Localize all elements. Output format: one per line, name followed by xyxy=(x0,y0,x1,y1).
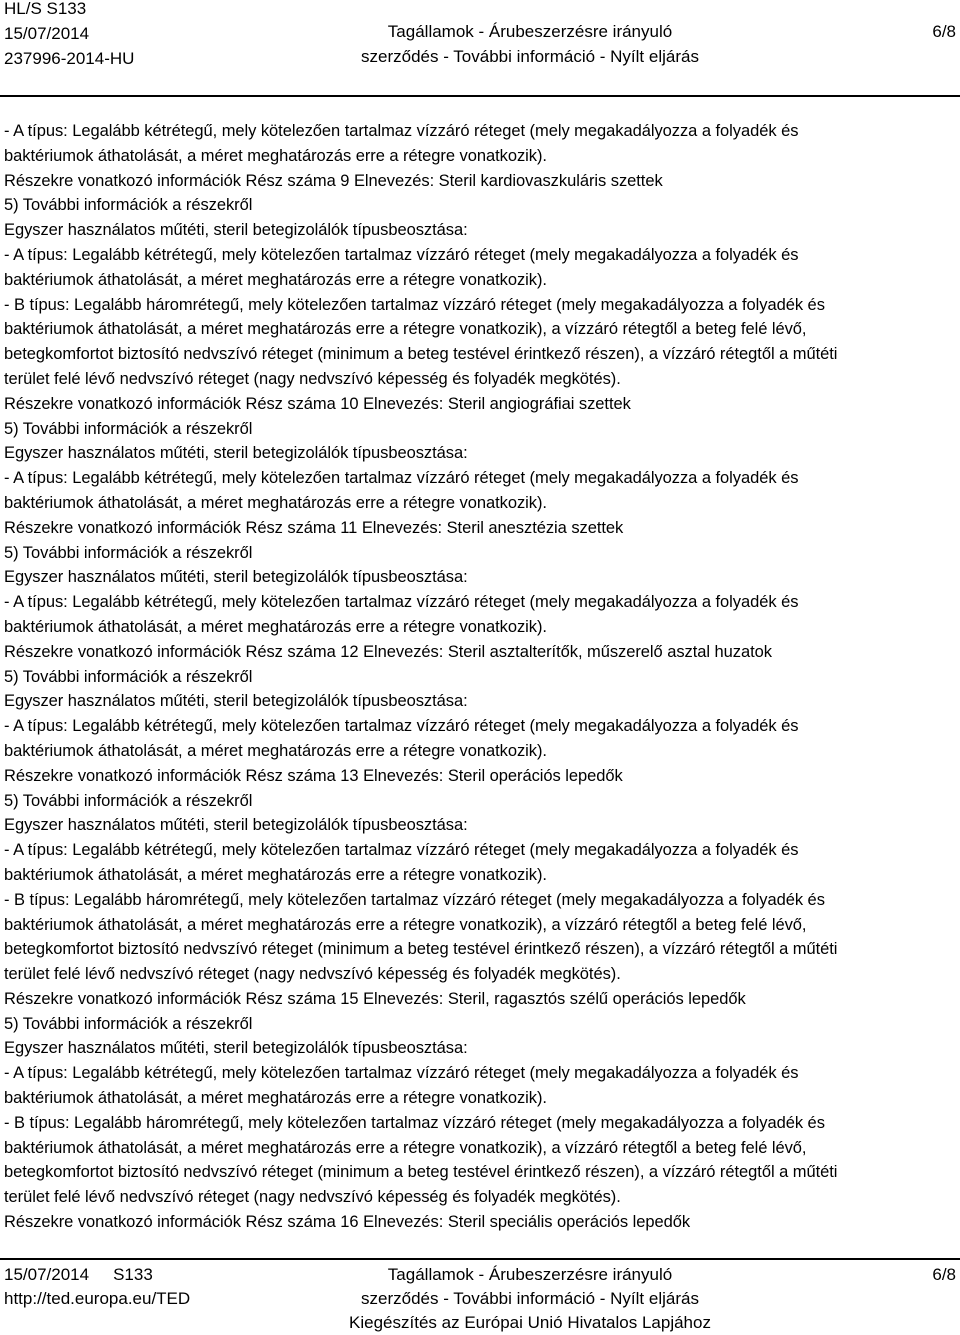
text-line: betegkomfortot biztosító nedvszívó réteget (minimum a beteg testével érintkező részen), a vízzáró rétegtől a műtéti xyxy=(4,1163,838,1182)
footer-url: http://ted.europa.eu/TED xyxy=(4,1289,191,1308)
text-line: 5) További információk a részekről xyxy=(4,196,253,215)
text-line: baktériumok áthatolását, a méret meghatározás erre a rétegre vonatkozik). xyxy=(4,865,547,884)
text-line: - A típus: Legalább kétrétegű, mely kötelezően tartalmaz vízzáró réteget (mely megakadályozza a folyadék és xyxy=(4,469,799,488)
header-page-number: 6/8 xyxy=(932,22,956,41)
text-line: Részekre vonatkozó információk Rész száma 15 Elnevezés: Steril, ragasztós szélű operációs lepedők xyxy=(4,989,746,1008)
text-line: Egyszer használatos műtéti, steril betegizolálók típusbeosztása: xyxy=(4,221,468,240)
footer-date: 15/07/2014 xyxy=(4,1265,90,1284)
header-date: 15/07/2014 xyxy=(4,24,90,43)
text-line: 5) További információk a részekről xyxy=(4,1014,253,1033)
text-line: baktériumok áthatolását, a méret meghatározás erre a rétegre vonatkozik). xyxy=(4,617,547,636)
text-line: Részekre vonatkozó információk Rész száma 16 Elnevezés: Steril speciális operációs lepedők xyxy=(4,1213,691,1232)
document-body xyxy=(4,119,959,1235)
text-line: Egyszer használatos műtéti, steril betegizolálók típusbeosztása: xyxy=(4,692,468,711)
text-line: - B típus: Legalább háromrétegű, mely kötelezően tartalmaz vízzáró réteget (mely megakadályozza a folyadék és xyxy=(4,890,825,909)
text-line: baktériumok áthatolását, a méret meghatározás erre a rétegre vonatkozik). xyxy=(4,1089,547,1108)
text-line: terület felé lévő nedvszívó réteget (nagy nedvszívó képesség és folyadék megkötés). xyxy=(4,1188,621,1207)
text-line: 5) További információk a részekről xyxy=(4,419,253,438)
text-line: - A típus: Legalább kétrétegű, mely kötelezően tartalmaz vízzáró réteget (mely megakadályozza a folyadék és xyxy=(4,122,799,140)
text-line: Részekre vonatkozó információk Rész száma 9 Elnevezés: Steril kardiovaszkuláris szettek xyxy=(4,171,663,190)
header-title-line-2: szerződés - További információ - Nyílt eljárás xyxy=(361,47,699,66)
footer-title-line-2: szerződés - További információ - Nyílt eljárás xyxy=(361,1289,699,1308)
text-line: Egyszer használatos műtéti, steril betegizolálók típusbeosztása: xyxy=(4,568,468,587)
text-line: betegkomfortot biztosító nedvszívó réteget (minimum a beteg testével érintkező részen), a vízzáró rétegtől a műtéti xyxy=(4,940,838,959)
text-line: baktériumok áthatolását, a méret meghatározás erre a rétegre vonatkozik). xyxy=(4,270,547,289)
header-doc-code: HL/S S133 xyxy=(4,0,87,18)
text-line: baktériumok áthatolását, a méret meghatározás erre a rétegre vonatkozik), a vízzáró rétegtől a beteg felé lévő, xyxy=(4,1138,807,1157)
footer-code: S133 xyxy=(113,1265,153,1284)
text-line: Részekre vonatkozó információk Rész száma 11 Elnevezés: Steril anesztézia szettek xyxy=(4,518,624,537)
text-line: - A típus: Legalább kétrétegű, mely kötelezően tartalmaz vízzáró réteget (mely megakadályozza a folyadék és xyxy=(4,1064,799,1083)
text-line: - B típus: Legalább háromrétegű, mely kötelezően tartalmaz vízzáró réteget (mely megakadályozza a folyadék és xyxy=(4,295,825,314)
text-line: Egyszer használatos műtéti, steril betegizolálók típusbeosztása: xyxy=(4,444,468,463)
text-line: baktériumok áthatolását, a méret meghatározás erre a rétegre vonatkozik), a vízzáró rétegtől a beteg felé lévő, xyxy=(4,915,807,934)
text-line: baktériumok áthatolását, a méret meghatározás erre a rétegre vonatkozik). xyxy=(4,493,547,512)
text-line: 5) További információk a részekről xyxy=(4,667,253,686)
text-line: baktériumok áthatolását, a méret meghatározás erre a rétegre vonatkozik). xyxy=(4,741,547,760)
header-title xyxy=(264,19,796,69)
footer-title-line-3: Kiegészítés az Európai Unió Hivatalos Lapjához xyxy=(349,1313,711,1332)
footer-title-line-1: Tagállamok - Árubeszerzésre irányuló xyxy=(387,1265,673,1284)
header-divider xyxy=(0,95,960,97)
text-line: Egyszer használatos műtéti, steril betegizolálók típusbeosztása: xyxy=(4,1039,468,1058)
text-line: 5) További információk a részekről xyxy=(4,543,253,562)
header-title-line-1: Tagállamok - Árubeszerzésre irányuló xyxy=(387,22,673,41)
text-line: - A típus: Legalább kétrétegű, mely kötelezően tartalmaz vízzáró réteget (mely megakadályozza a folyadék és xyxy=(4,245,799,264)
text-line: baktériumok áthatolását, a méret meghatározás erre a rétegre vonatkozik), a vízzáró rétegtől a beteg felé lévő, xyxy=(4,320,807,339)
footer-page-number: 6/8 xyxy=(932,1265,956,1284)
footer-title xyxy=(264,1263,796,1335)
footer-info xyxy=(4,1263,190,1311)
header-notice-number: 237996-2014-HU xyxy=(4,49,135,68)
text-line: - B típus: Legalább háromrétegű, mely kötelezően tartalmaz vízzáró réteget (mely megakadályozza a folyadék és xyxy=(4,1113,825,1132)
text-line: 5) További információk a részekről xyxy=(4,791,253,810)
text-line: - A típus: Legalább kétrétegű, mely kötelezően tartalmaz vízzáró réteget (mely megakadályozza a folyadék és xyxy=(4,841,799,860)
text-line: betegkomfortot biztosító nedvszívó réteget (minimum a beteg testével érintkező részen), a vízzáró rétegtől a műtéti xyxy=(4,345,838,364)
footer-divider xyxy=(0,1258,960,1260)
text-line: - A típus: Legalább kétrétegű, mely kötelezően tartalmaz vízzáró réteget (mely megakadályozza a folyadék és xyxy=(4,717,799,736)
text-line: Részekre vonatkozó információk Rész száma 13 Elnevezés: Steril operációs lepedők xyxy=(4,766,623,785)
text-line: terület felé lévő nedvszívó réteget (nagy nedvszívó képesség és folyadék megkötés). xyxy=(4,965,621,984)
text-line: Részekre vonatkozó információk Rész száma 12 Elnevezés: Steril asztalterítők, műszerelő asztal huzatok xyxy=(4,642,772,661)
text-line: terület felé lévő nedvszívó réteget (nagy nedvszívó képesség és folyadék megkötés). xyxy=(4,369,621,388)
text-line: baktériumok áthatolását, a méret meghatározás erre a rétegre vonatkozik). xyxy=(4,146,547,165)
text-line: - A típus: Legalább kétrétegű, mely kötelezően tartalmaz vízzáró réteget (mely megakadályozza a folyadék és xyxy=(4,593,799,612)
header-doc-info xyxy=(4,0,134,71)
text-line: Egyszer használatos műtéti, steril betegizolálók típusbeosztása: xyxy=(4,816,468,835)
text-line: Részekre vonatkozó információk Rész száma 10 Elnevezés: Steril angiográfiai szettek xyxy=(4,394,631,413)
